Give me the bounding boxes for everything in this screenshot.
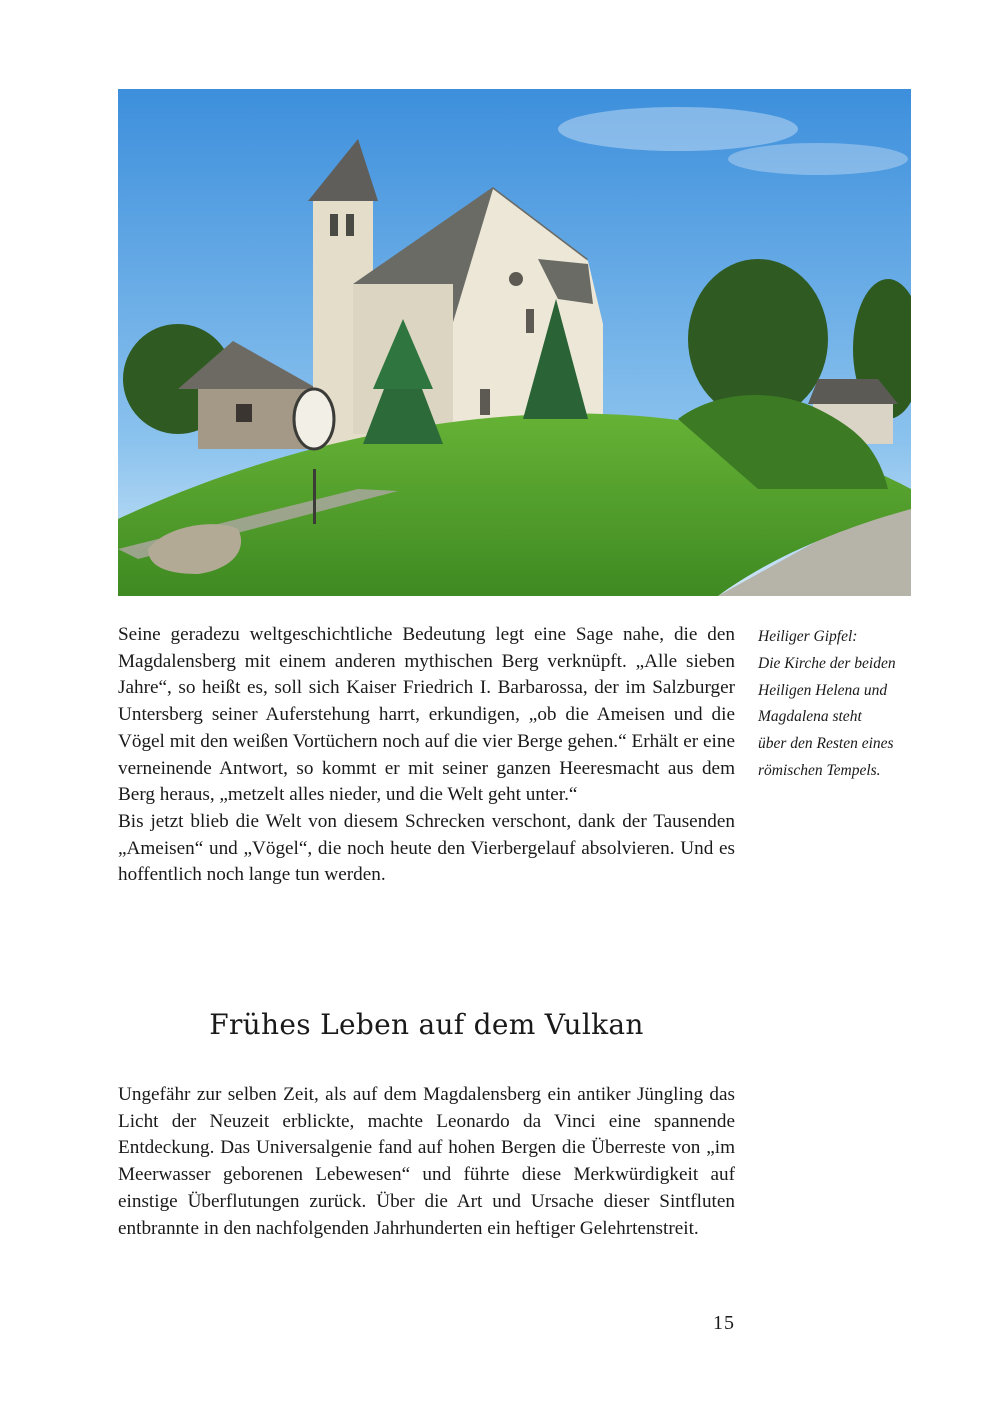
caption-line: Heiligen Helena und <box>758 681 888 699</box>
church-illustration <box>118 89 911 596</box>
body-text-lower <box>118 1082 735 1242</box>
section-heading: Frühes Leben auf dem Vulkan <box>209 1008 644 1041</box>
church-photo <box>118 89 911 596</box>
paragraph: Ungefähr zur selben Zeit, als auf dem Magdalensberg ein antiker Jüngling das Licht der Neuzeit erblickte, machte Leonardo da Vinci eine spannende Entdeckung. Das Universalgenie fand auf hohen Bergen die Überreste von „im Meerwasser geborenen Lebewesen“ und führte diese Merkwürdigkeit auf einstige Überflutungen zurück. Über die Art und Ursache dieser Sintfluten entbrannte in den nachfolgenden Jahrhunderten ein heftiger Gelehrtenstreit. <box>118 1084 735 1239</box>
photo-caption <box>758 624 958 785</box>
caption-line: römischen Tempels. <box>758 761 881 779</box>
caption-line: über den Resten eines <box>758 735 894 753</box>
body-text-upper <box>118 622 735 889</box>
caption-line: Heiliger Gipfel: <box>758 628 858 645</box>
paragraph: Bis jetzt blieb die Welt von diesem Schrecken verschont, dank der Tausenden „Ameisen“ und „Vögel“, die noch heute den Vierbergelauf absolvieren. Und es hoffentlich noch lange tun werden. <box>118 810 735 886</box>
paragraph: Seine geradezu weltgeschichtliche Bedeutung legt eine Sage nahe, die den Magdalensberg mit einem anderen mythischen Berg verknüpft. „Alle sieben Jahre“, so heißt es, soll sich Kaiser Friedrich I. Barbarossa, der im Salzburger Untersberg seiner Auferstehung harrt, erkundigen, „ob die Ameisen und die Vögel mit den weißen Vortüchern noch auf die vier Berge gehen.“ Erhält er eine verneinende Antwort, so kommt er mit seiner ganzen Heeresmacht aus dem Berg heraus, „metzelt alles nieder, und die Welt geht unter.“ <box>118 624 735 806</box>
tree-right <box>688 259 828 419</box>
caption-line: Die Kirche der beiden <box>758 654 896 672</box>
caption-line: Magdalena steht <box>758 708 862 726</box>
sign <box>294 389 334 449</box>
page-number: 15 <box>713 1312 735 1334</box>
